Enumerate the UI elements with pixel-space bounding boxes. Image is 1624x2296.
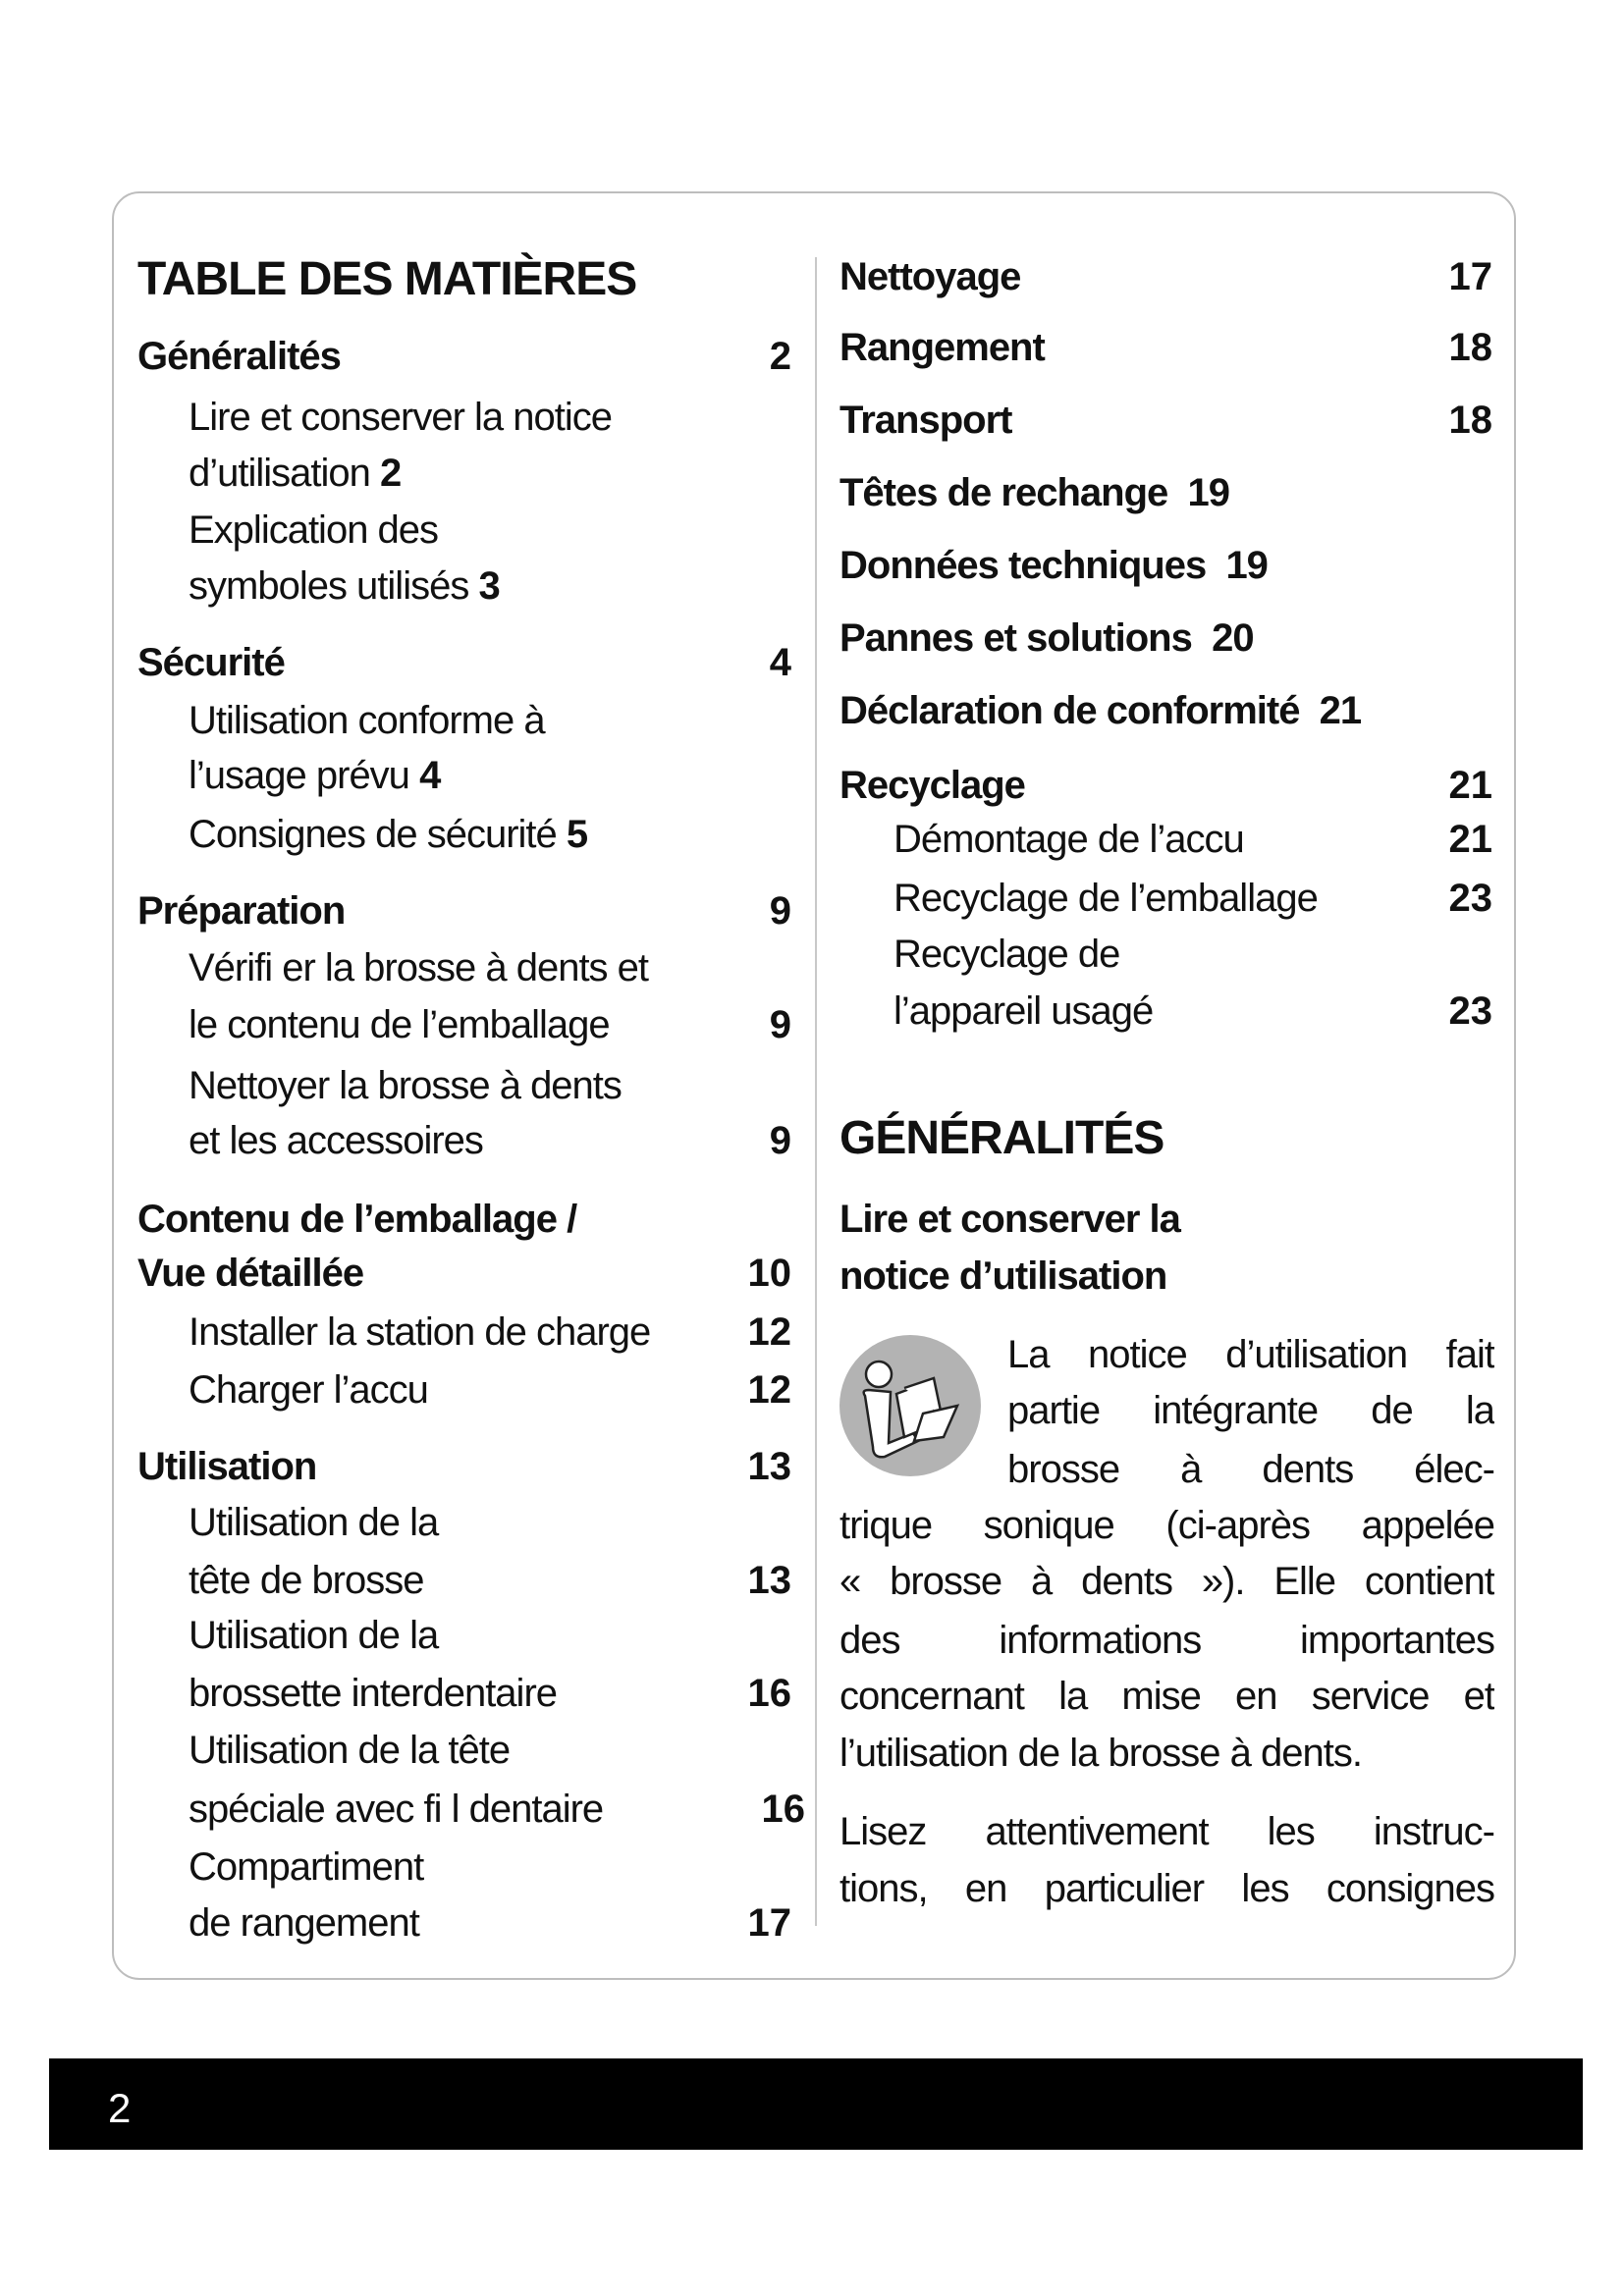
- toc-entry-preparation[interactable]: Préparation: [137, 889, 346, 933]
- toc-subentry[interactable]: de rangement: [189, 1901, 419, 1945]
- toc-page: 16: [761, 1788, 805, 1831]
- toc-page: 9: [769, 1119, 791, 1162]
- toc-subentry[interactable]: [189, 444, 401, 503]
- toc-subentry[interactable]: Démontage de l’accu: [893, 818, 1244, 861]
- toc-entry-nettoyage[interactable]: Nettoyage: [839, 255, 1021, 298]
- toc-entry-label: Données techniques: [839, 544, 1207, 587]
- paragraph-line: brosse à dents élec-: [1007, 1448, 1494, 1491]
- toc-page: 19: [1225, 544, 1268, 587]
- toc-page: 12: [747, 1310, 791, 1354]
- toc-entry-declaration[interactable]: [839, 681, 1361, 740]
- toc-page: 23: [1448, 989, 1492, 1033]
- paragraph-line: « brosse à dents »). Elle contient: [839, 1560, 1494, 1603]
- toc-subentry[interactable]: Recyclage de l’emballage: [893, 877, 1318, 920]
- toc-page: 10: [747, 1252, 791, 1295]
- toc-page: 19: [1187, 471, 1229, 514]
- toc-page: 9: [769, 1003, 791, 1046]
- toc-subentry[interactable]: le contenu de l’emballage: [189, 1003, 610, 1046]
- paragraph-line: l’utilisation de la brosse à dents.: [839, 1732, 1362, 1775]
- column-divider: [815, 257, 817, 1926]
- toc-subentry-label: l’usage prévu: [189, 754, 409, 797]
- toc-subentry[interactable]: Installer la station de charge: [189, 1310, 651, 1354]
- toc-entry-label: Pannes et solutions: [839, 616, 1192, 660]
- toc-entry-recyclage[interactable]: Recyclage: [839, 764, 1025, 807]
- paragraph-line: La notice d’utilisation fait: [1007, 1333, 1494, 1376]
- section-subtitle: Lire et conserver la: [839, 1198, 1180, 1241]
- toc-subentry[interactable]: spéciale avec fi l dentaire: [189, 1788, 604, 1831]
- toc-page: 18: [1448, 326, 1492, 369]
- toc-subentry[interactable]: Recyclage de: [893, 933, 1120, 976]
- toc-subentry-label: Consignes de sécurité: [189, 813, 557, 856]
- paragraph-line: Lisez attentivement les instruc-: [839, 1810, 1494, 1853]
- toc-subentry[interactable]: Utilisation de la: [189, 1501, 439, 1544]
- toc-page: 23: [1448, 877, 1492, 920]
- toc-subentry[interactable]: Compartiment: [189, 1845, 424, 1889]
- toc-page: 13: [747, 1445, 791, 1488]
- toc-entry-generalites[interactable]: Généralités: [137, 335, 341, 378]
- toc-subentry[interactable]: Vérifi er la brosse à dents et: [189, 946, 649, 989]
- paragraph-line: concernant la mise en service et: [839, 1675, 1494, 1718]
- toc-page: 18: [1448, 399, 1492, 442]
- toc-page: 3: [478, 564, 500, 608]
- toc-entry-tetes[interactable]: [839, 463, 1229, 522]
- toc-subentry[interactable]: Nettoyer la brosse à dents: [189, 1064, 622, 1107]
- toc-page: 21: [1448, 764, 1492, 807]
- toc-page: 4: [769, 641, 791, 684]
- toc-page: 17: [1448, 255, 1492, 298]
- toc-page: 20: [1212, 616, 1254, 660]
- toc-subentry[interactable]: [189, 805, 587, 864]
- paragraph-line: trique sonique (ci-après appelée: [839, 1504, 1494, 1547]
- toc-subentry[interactable]: [189, 557, 500, 615]
- toc-subentry[interactable]: et les accessoires: [189, 1119, 483, 1162]
- toc-subentry[interactable]: [189, 746, 440, 805]
- toc-subentry[interactable]: Charger l’accu: [189, 1368, 428, 1412]
- toc-page: 9: [769, 889, 791, 933]
- toc-page: 2: [380, 452, 402, 495]
- section-subtitle: notice d’utilisation: [839, 1255, 1167, 1298]
- toc-subentry[interactable]: l’appareil usagé: [893, 989, 1154, 1033]
- toc-subentry[interactable]: tête de brosse: [189, 1559, 424, 1602]
- toc-page: 5: [566, 813, 588, 856]
- paragraph-line: tions, en particulier les consignes: [839, 1867, 1494, 1910]
- read-manual-icon: [839, 1335, 981, 1476]
- paragraph-line: partie intégrante de la: [1007, 1389, 1494, 1432]
- toc-entry-contenu[interactable]: Vue détaillée: [137, 1252, 364, 1295]
- paragraph-line: des informations importantes: [839, 1619, 1494, 1662]
- toc-page: 21: [1448, 818, 1492, 861]
- toc-page: 13: [747, 1559, 791, 1602]
- toc-entry-label: Déclaration de conformité: [839, 689, 1300, 732]
- toc-subentry[interactable]: Utilisation de la tête: [189, 1729, 511, 1772]
- toc-subentry[interactable]: Lire et conserver la notice: [189, 396, 613, 439]
- footer-bar: [49, 2058, 1583, 2150]
- toc-entry-pannes[interactable]: [839, 609, 1254, 667]
- toc-entry-label: Têtes de rechange: [839, 471, 1168, 514]
- toc-page: 4: [419, 754, 441, 797]
- toc-subentry-label: symboles utilisés: [189, 564, 469, 608]
- toc-entry-donnees[interactable]: [839, 536, 1268, 595]
- toc-page: 17: [747, 1901, 791, 1945]
- toc-page: 12: [747, 1368, 791, 1412]
- toc-page: 2: [769, 335, 791, 378]
- toc-subentry[interactable]: brossette interdentaire: [189, 1672, 558, 1715]
- toc-entry-rangement[interactable]: Rangement: [839, 326, 1045, 369]
- toc-entry-utilisation[interactable]: Utilisation: [137, 1445, 317, 1488]
- toc-entry-securite[interactable]: Sécurité: [137, 641, 285, 684]
- page-number: 2: [108, 2085, 132, 2131]
- toc-subentry[interactable]: Utilisation de la: [189, 1614, 439, 1657]
- toc-page: 21: [1319, 689, 1362, 732]
- toc-page: 16: [747, 1672, 791, 1715]
- toc-subentry-label: d’utilisation: [189, 452, 370, 495]
- toc-title: TABLE DES MATIÈRES: [137, 253, 637, 305]
- toc-entry-contenu[interactable]: Contenu de l’emballage /: [137, 1198, 577, 1241]
- toc-entry-transport[interactable]: Transport: [839, 399, 1012, 442]
- toc-subentry[interactable]: Explication des: [189, 508, 439, 552]
- section-title: GÉNÉRALITÉS: [839, 1112, 1164, 1164]
- toc-subentry[interactable]: Utilisation conforme à: [189, 699, 545, 742]
